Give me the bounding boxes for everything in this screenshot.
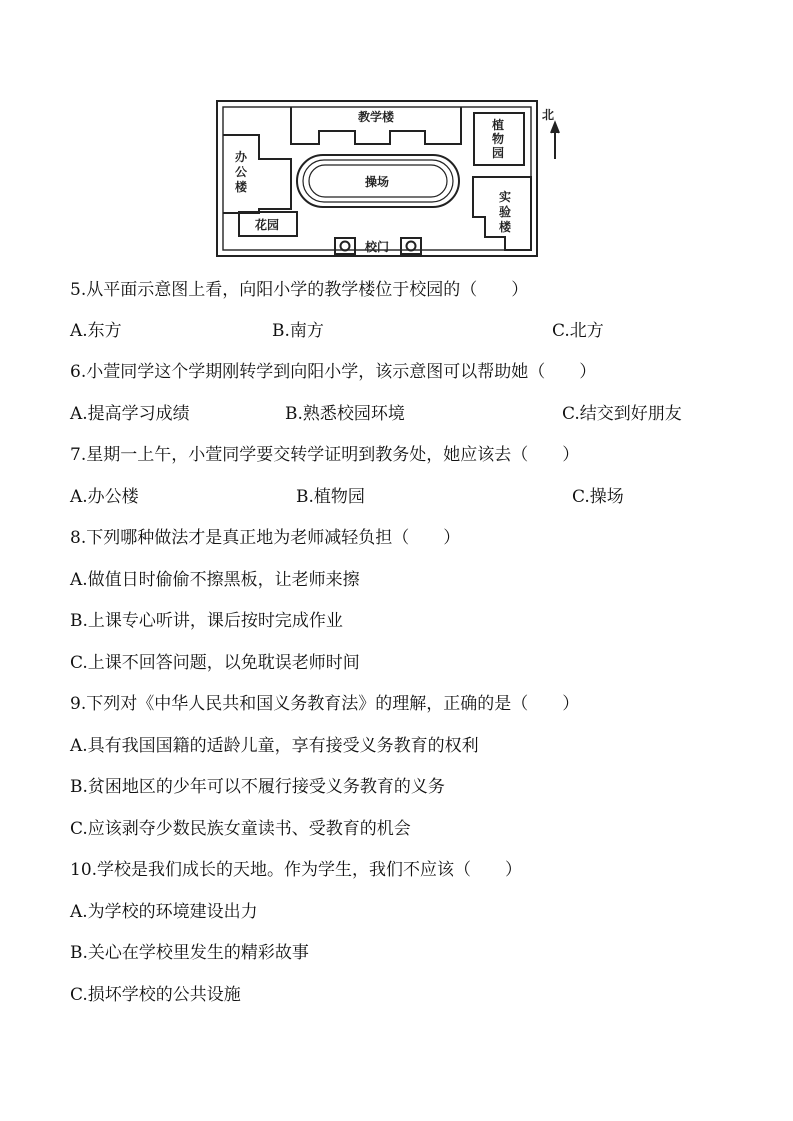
question-7-option-a: A.办公楼 — [70, 487, 139, 507]
question-8-option-a: A.做值日时偷偷不擦黑板，让老师来擦 — [70, 570, 360, 590]
question-5-option-a: A.东方 — [70, 321, 122, 341]
map-label-garden: 花园 — [255, 218, 280, 232]
question-7-options — [0, 485, 793, 509]
question-10-option-b: B.关心在学校里发生的精彩故事 — [70, 943, 309, 963]
question-10-option-c: C.损坏学校的公共设施 — [70, 985, 241, 1005]
question-5-options — [0, 319, 793, 343]
question-6-option-b: B.熟悉校园环境 — [285, 404, 405, 424]
map-label-office-3: 楼 — [235, 180, 248, 194]
map-label-north: 北 — [542, 108, 555, 122]
map-label-office-1: 办 — [235, 150, 248, 164]
question-6-option-c: C.结交到好朋友 — [562, 404, 682, 424]
map-label-teaching-building: 教学楼 — [358, 110, 395, 124]
campus-map — [215, 99, 577, 259]
map-label-office-2: 公 — [235, 165, 248, 179]
map-label-plant-garden-2: 物 — [492, 132, 505, 146]
question-8-stem: 8.下列哪种做法才是真正地为老师减轻负担（ ） — [70, 528, 461, 548]
question-7-stem: 7.星期一上午，小萱同学要交转学证明到教务处，她应该去（ ） — [70, 445, 580, 465]
office-building-shape — [223, 135, 291, 213]
gate-post-right-dot — [407, 242, 416, 251]
north-arrow-head — [551, 123, 559, 133]
map-label-gate: 校门 — [365, 240, 390, 254]
gate-post-right — [401, 238, 421, 254]
question-9-option-b: B.贫困地区的少年可以不履行接受义务教育的义务 — [70, 777, 445, 797]
map-label-plant-garden-1: 植 — [492, 118, 505, 132]
question-5-stem: 5.从平面示意图上看，向阳小学的教学楼位于校园的（ ） — [70, 280, 529, 300]
question-10-option-a: A.为学校的环境建设出力 — [70, 902, 258, 922]
question-6-option-a: A.提高学习成绩 — [70, 404, 190, 424]
question-7-option-b: B.植物园 — [296, 487, 365, 507]
map-label-lab-2: 验 — [499, 205, 512, 219]
question-9-option-a: A.具有我国国籍的适龄儿童，享有接受义务教育的权利 — [70, 736, 479, 756]
question-5-option-b: B.南方 — [272, 321, 324, 341]
gate-post-left — [335, 238, 355, 254]
question-6-stem: 6.小萱同学这个学期刚转学到向阳小学，该示意图可以帮助她（ ） — [70, 362, 597, 382]
question-8-option-b: B.上课专心听讲，课后按时完成作业 — [70, 611, 343, 631]
map-label-playground: 操场 — [365, 175, 390, 189]
question-9-stem: 9.下列对《中华人民共和国义务教育法》的理解，正确的是（ ） — [70, 694, 580, 714]
question-5-option-c: C.北方 — [552, 321, 604, 341]
question-10-stem: 10.学校是我们成长的天地。作为学生，我们不应该（ ） — [70, 860, 523, 880]
gate-post-left-dot — [341, 242, 350, 251]
map-label-lab-1: 实 — [499, 190, 512, 204]
question-8-option-c: C.上课不回答问题，以免耽误老师时间 — [70, 653, 360, 673]
question-6-options — [0, 402, 793, 426]
map-label-lab-3: 楼 — [499, 220, 512, 234]
map-label-plant-garden-3: 园 — [492, 146, 505, 160]
question-9-option-c: C.应该剥夺少数民族女童读书、受教育的机会 — [70, 819, 411, 839]
question-7-option-c: C.操场 — [572, 487, 624, 507]
